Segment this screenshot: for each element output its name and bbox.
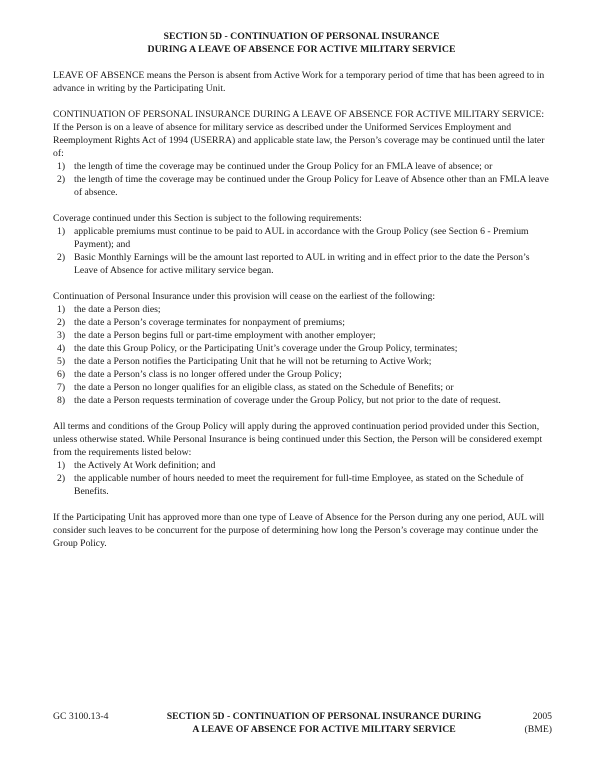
- paragraph-terms-intro: All terms and conditions of the Group Policy will apply during the approved continuation period provided under this Section, unless otherwise stated. While Personal Insurance is being continued under this Section, the Person will be considered exempt from the requirements listed below:: [53, 421, 543, 458]
- document-page: [53, 30, 550, 550]
- list-item-text: the date a Person dies;: [74, 304, 161, 315]
- list-item-number: 1): [57, 304, 66, 315]
- list-item-number: 1): [57, 161, 66, 172]
- list-exemptions: [53, 459, 550, 498]
- list-item-text: the Actively At Work definition; and: [74, 460, 216, 471]
- footer-doc-code: GC 3100.13-4: [53, 711, 109, 722]
- list-item-text: Basic Monthly Earnings will be the amount last reported to AUL in writing and in effect prior to the date the Person’s Leave of Absence for active military service began.: [74, 252, 530, 276]
- list-item: [53, 329, 550, 342]
- list-item: [53, 251, 550, 277]
- list-item-number: 6): [57, 369, 66, 380]
- list-item-number: 2): [57, 252, 66, 263]
- list-item-text: the date a Person’s coverage terminates for nonpayment of premiums;: [74, 317, 345, 328]
- footer-year: 2005: [532, 711, 552, 722]
- page-footer: [53, 710, 552, 736]
- page-title-line1: SECTION 5D - CONTINUATION OF PERSONAL INSURANCE: [163, 31, 440, 42]
- list-item-number: 1): [57, 460, 66, 471]
- list-item: [53, 342, 550, 355]
- list-item-text: the date a Person begins full or part-time employment with another employer;: [74, 330, 376, 341]
- footer-edition-block: [500, 710, 552, 736]
- list-cease-events: [53, 303, 550, 407]
- list-item: [53, 173, 550, 199]
- paragraph-requirements-intro: Coverage continued under this Section is subject to the following requirements:: [53, 213, 362, 224]
- list-item: [53, 355, 550, 368]
- list-item-number: 7): [57, 382, 66, 393]
- list-item: [53, 160, 550, 173]
- list-item-number: 2): [57, 174, 66, 185]
- list-continuation-later-of: [53, 160, 550, 199]
- list-item-number: 8): [57, 395, 66, 406]
- page-title: [53, 30, 550, 56]
- list-item-number: 3): [57, 330, 66, 341]
- list-item-text: the date a Person notifies the Participating Unit that he will not be returning to Active Work;: [74, 356, 432, 367]
- list-item-text: the date this Group Policy, or the Participating Unit’s coverage under the Group Policy, terminates;: [74, 343, 458, 354]
- paragraph-leave-of-absence-definition: LEAVE OF ABSENCE means the Person is absent from Active Work for a temporary period of time that has been agreed to in advance in writing by the Participating Unit.: [53, 70, 545, 94]
- list-item: [53, 303, 550, 316]
- paragraph-concurrent-leaves: If the Participating Unit has approved more than one type of Leave of Absence for the Person during any one period, AUL will consider such leaves to be concurrent for the purpose of determining how long the Person’s coverage may continue under the Group Policy.: [53, 512, 545, 549]
- list-item-text: the date a Person’s class is no longer offered under the Group Policy;: [74, 369, 342, 380]
- list-item-number: 2): [57, 473, 66, 484]
- paragraph-cease-intro: Continuation of Personal Insurance under this provision will cease on the earliest of the following:: [53, 291, 436, 302]
- list-item: [53, 459, 550, 472]
- list-item: [53, 316, 550, 329]
- paragraph-continuation-intro: CONTINUATION OF PERSONAL INSURANCE DURING A LEAVE OF ABSENCE FOR ACTIVE MILITARY SERVICE: If the Person is on a leave of absence for military service as described under the Uniformed Services Employment and Reemployment Rights Act of 1994 (USERRA) and applicable state law, the Person’s coverage may be continued until the later of:: [53, 109, 545, 159]
- list-item-text: the date a Person no longer qualifies for an eligible class, as stated on the Schedule of Benefits; or: [74, 382, 454, 393]
- list-item-number: 1): [57, 226, 66, 237]
- list-item-text: the length of time the coverage may be continued under the Group Policy for Leave of Absence other than an FMLA leave of absence.: [74, 174, 549, 198]
- list-item-text: the date a Person requests termination of coverage under the Group Policy, but not prior to the date of request.: [74, 395, 501, 406]
- footer-edition-code: (BME): [524, 724, 552, 735]
- list-item-text: the applicable number of hours needed to meet the requirement for full-time Employee, as stated on the Schedule of Benefits.: [74, 473, 524, 497]
- list-item: [53, 225, 550, 251]
- footer-section-title: [148, 710, 500, 736]
- list-item-text: the length of time the coverage may be continued under the Group Policy for an FMLA leave of absence; or: [74, 161, 493, 172]
- page-title-line2: DURING A LEAVE OF ABSENCE FOR ACTIVE MILITARY SERVICE: [147, 44, 456, 55]
- footer-section-title-line2: A LEAVE OF ABSENCE FOR ACTIVE MILITARY SERVICE: [192, 724, 456, 735]
- list-requirements: [53, 225, 550, 277]
- list-item: [53, 368, 550, 381]
- footer-section-title-line1: SECTION 5D - CONTINUATION OF PERSONAL INSURANCE DURING: [166, 711, 482, 722]
- list-item: [53, 381, 550, 394]
- list-item-number: 2): [57, 317, 66, 328]
- list-item-number: 4): [57, 343, 66, 354]
- list-item: [53, 472, 550, 498]
- list-item: [53, 394, 550, 407]
- list-item-text: applicable premiums must continue to be paid to AUL in accordance with the Group Policy (see Section 6 - Premium Payment); and: [74, 226, 529, 250]
- list-item-number: 5): [57, 356, 66, 367]
